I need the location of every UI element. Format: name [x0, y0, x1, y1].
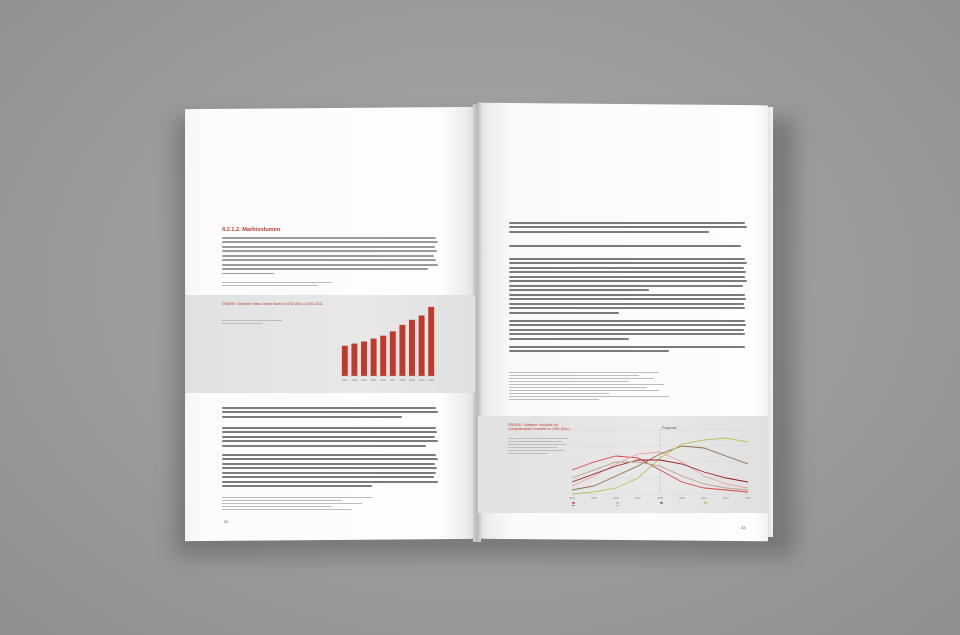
- bar-tick-label: 2002: [341, 379, 348, 382]
- bar-chart: [336, 300, 440, 386]
- line-tick-label: 2006: [613, 497, 619, 500]
- bar: [361, 341, 367, 376]
- right-paragraph-2: [509, 245, 749, 249]
- line-tick-label: 2004: [569, 497, 575, 500]
- bar: [419, 316, 425, 376]
- right-paragraph-4: [509, 294, 749, 316]
- right-paragraph-5: [509, 320, 749, 342]
- line-tick-label: 2011: [723, 497, 729, 500]
- left-footnotes-top: [222, 282, 342, 288]
- bar-tick-label: 2010: [418, 379, 425, 382]
- bar-tick-label: 2011: [428, 379, 434, 382]
- line-tick-label: 2010: [701, 497, 707, 500]
- right-paragraph-3: [509, 258, 749, 294]
- right-footnotes: [509, 372, 669, 402]
- prognose-label: Prognose: [662, 426, 677, 430]
- legend-swatch: [704, 502, 707, 504]
- bar-tick-label: 2008: [399, 379, 406, 382]
- bar: [409, 320, 415, 376]
- bar-tick-label: 2004: [361, 379, 367, 382]
- legend-swatch: [572, 502, 575, 504]
- bar-chart-title: GRAFIK: Globaler Video Game Markt in USD (Mrd.) 2002-2011: [222, 302, 323, 306]
- bar: [371, 339, 377, 376]
- section-heading: 4.2.1.2. Marktvolumen: [222, 227, 281, 233]
- left-intro-paragraph: [222, 237, 438, 277]
- legend-swatch: [572, 505, 575, 506]
- bar-tick-label: 2006: [380, 379, 387, 382]
- line-tick-label: 2008: [657, 497, 663, 500]
- bar-tick-label: 2005: [370, 379, 377, 382]
- bar: [380, 336, 386, 376]
- bar-chart-source: [222, 320, 282, 326]
- legend-swatch: [660, 502, 663, 504]
- line-tick-label: 2009: [679, 497, 685, 500]
- line-tick-label: 2005: [591, 497, 597, 500]
- left-page-number: 32: [224, 519, 229, 524]
- bar: [351, 344, 357, 376]
- right-paragraph-6: [509, 346, 749, 355]
- line-chart: [568, 422, 752, 506]
- bar: [390, 331, 396, 376]
- right-page-number: 33: [741, 525, 746, 530]
- legend-swatch: [616, 505, 619, 506]
- bar: [428, 307, 434, 376]
- page-edge: [768, 107, 773, 537]
- left-body-paragraph-2: [222, 427, 442, 449]
- line-tick-label: 2007: [635, 497, 641, 500]
- line-chart-title: GRAFIK: Software Verkäufe für Computerspiel-Konsolen in USD (Mio.): [508, 423, 570, 432]
- bar: [342, 346, 348, 376]
- left-footnotes-bottom: [222, 497, 382, 512]
- legend-swatch: [616, 502, 619, 504]
- right-paragraph-1: [509, 222, 749, 235]
- left-body-paragraph-3: [222, 454, 442, 490]
- bar-tick-label: 2003: [351, 379, 358, 382]
- line-tick-label: 2012: [745, 497, 751, 500]
- bar-tick-label: 2009: [409, 379, 415, 382]
- line-chart-source: [508, 438, 568, 456]
- bar-tick-label: 2007: [389, 379, 396, 382]
- left-body-paragraph-1: [222, 407, 442, 420]
- bar: [399, 325, 405, 376]
